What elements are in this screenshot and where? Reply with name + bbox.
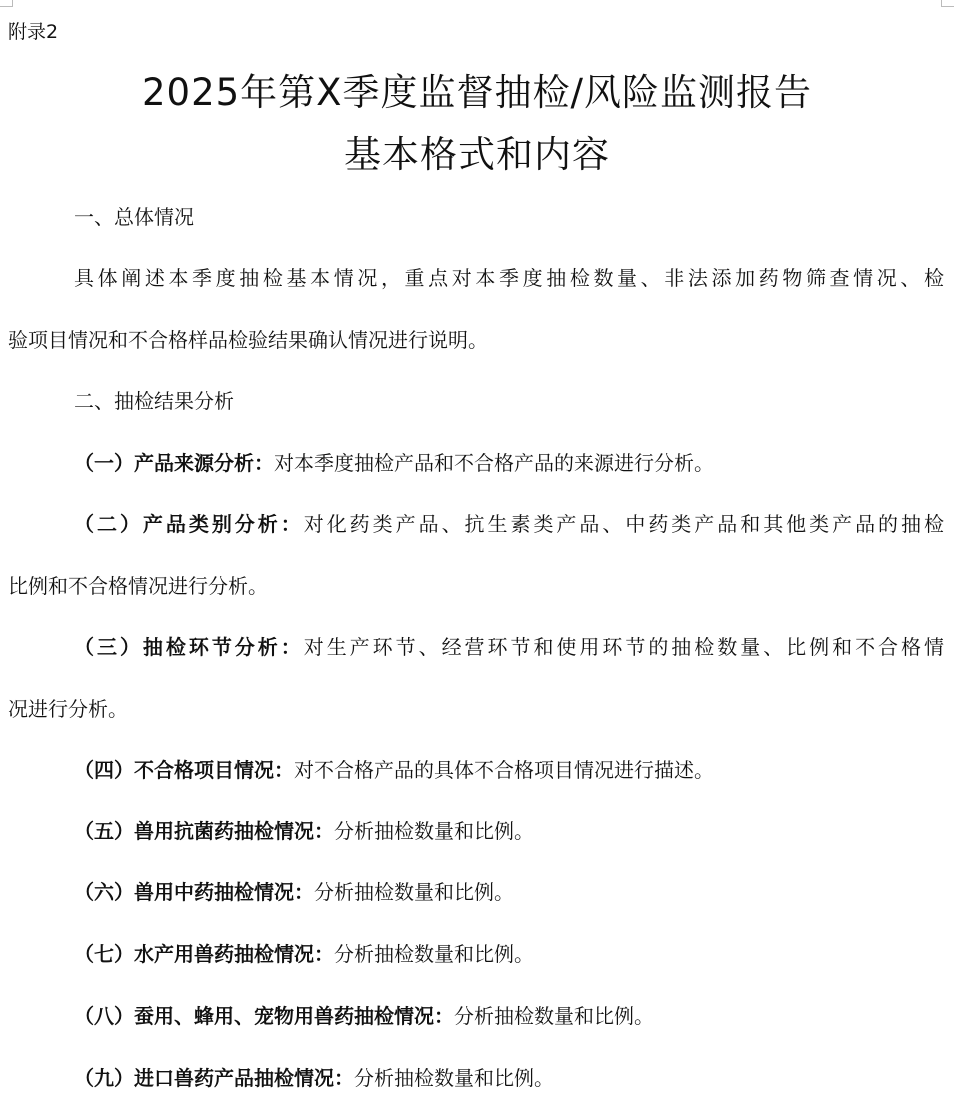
analysis-item-stage [74, 635, 944, 659]
analysis-item-aquatic [74, 942, 944, 966]
item-label: （八）蚕用、蜂用、宠物用兽药抽检情况： [74, 1004, 454, 1028]
analysis-item-antibacterial [74, 819, 944, 843]
overall-body-line-2: 验项目情况和不合格样品检验结果确认情况进行说明。 [8, 328, 488, 352]
analysis-item-category [74, 512, 944, 536]
analysis-item-tcm [74, 880, 944, 904]
item-text: 对本季度抽检产品和不合格产品的来源进行分析。 [274, 451, 714, 475]
item-label: （二）产品类别分析： [74, 512, 304, 536]
item-text: 分析抽检数量和比例。 [354, 1066, 554, 1090]
analysis-item-stage-line-2: 况进行分析。 [8, 697, 128, 721]
item-label: （三）抽检环节分析： [74, 635, 304, 659]
page-corner-mark-left [0, 0, 13, 7]
overall-body-line-1: 具体阐述本季度抽检基本情况，重点对本季度抽检数量、非法添加药物筛查情况、检 [74, 266, 944, 290]
analysis-item-silkworm-bee-pet [74, 1004, 944, 1028]
item-text: 分析抽检数量和比例。 [454, 1004, 654, 1028]
item-text: 分析抽检数量和比例。 [314, 880, 514, 904]
analysis-item-imported [74, 1066, 944, 1090]
section-heading-analysis: 二、抽检结果分析 [74, 389, 234, 413]
document-title-line-1: 2025年第X季度监督抽检/风险监测报告 [142, 71, 812, 114]
item-text: 对生产环节、经营环节和使用环节的抽检数量、比例和不合格情 [303, 635, 945, 659]
item-label: （七）水产用兽药抽检情况： [74, 942, 334, 966]
analysis-item-nonconforming [74, 758, 944, 782]
item-text: 对化药类产品、抗生素类产品、中药类产品和其他类产品的抽检 [303, 512, 945, 536]
item-label: （一）产品来源分析： [74, 451, 274, 475]
item-text: 对不合格产品的具体不合格项目情况进行描述。 [294, 758, 714, 782]
item-text: 分析抽检数量和比例。 [334, 819, 534, 843]
analysis-item-source [74, 451, 944, 475]
item-label: （四）不合格项目情况： [74, 758, 294, 782]
document-title-line-2: 基本格式和内容 [344, 133, 610, 176]
item-label: （九）进口兽药产品抽检情况： [74, 1066, 354, 1090]
item-text: 分析抽检数量和比例。 [334, 942, 534, 966]
item-label: （五）兽用抗菌药抽检情况： [74, 819, 334, 843]
appendix-label: 附录2 [8, 21, 59, 43]
analysis-item-category-line-2: 比例和不合格情况进行分析。 [8, 574, 268, 598]
page-corner-mark-right [941, 0, 954, 7]
section-heading-overall: 一、总体情况 [74, 205, 194, 229]
item-label: （六）兽用中药抽检情况： [74, 880, 314, 904]
